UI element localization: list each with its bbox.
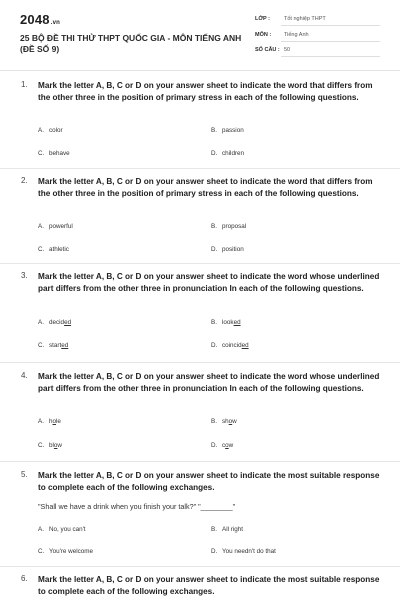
document-title: 25 BỘ ĐỀ THI THỬ THPT QUỐC GIA - MÔN TIẾNG ANH (ĐỀ SỐ 9) bbox=[20, 33, 242, 54]
question-text: Mark the letter A, B, C or D on your answer sheet to indicate the word that differs from the other three in the position of primary stress in each of the following questions. bbox=[38, 177, 373, 198]
option-letter: C. bbox=[38, 150, 45, 157]
question-divider bbox=[0, 168, 400, 169]
option-d[interactable] bbox=[211, 548, 276, 555]
option-letter: C. bbox=[38, 548, 45, 555]
exchange-prompt: "Shall we have a drink when you finish your talk?" "________" bbox=[38, 502, 236, 511]
count-value: 50 bbox=[284, 47, 291, 53]
option-text: behave bbox=[49, 150, 70, 157]
option-letter: C. bbox=[38, 246, 45, 253]
option-text: powerful bbox=[49, 223, 73, 230]
underlined-part: ed bbox=[241, 342, 249, 349]
option-text: No, you can't bbox=[49, 526, 86, 533]
option-letter: A. bbox=[38, 526, 44, 533]
option-text: position bbox=[222, 246, 244, 253]
meta-underline bbox=[281, 56, 380, 57]
option-text-pre: start bbox=[49, 342, 62, 349]
logo-main: 2048 bbox=[20, 12, 50, 27]
option-text-pre: sh bbox=[222, 418, 229, 425]
option-text: All right bbox=[222, 526, 243, 533]
question-number: 3. bbox=[21, 271, 28, 280]
option-a[interactable] bbox=[38, 418, 61, 425]
option-text-post: le bbox=[56, 418, 61, 425]
question-text: Mark the letter A, B, C or D on your answer sheet to indicate the most suitable response to complete each of the following exchanges. bbox=[38, 471, 380, 492]
option-text-post: w bbox=[232, 418, 237, 425]
meta-class bbox=[255, 14, 380, 26]
option-text-pre: c bbox=[222, 442, 226, 449]
option-a[interactable] bbox=[38, 319, 71, 326]
option-letter: D. bbox=[211, 548, 218, 555]
option-d[interactable] bbox=[211, 442, 233, 449]
option-d[interactable] bbox=[211, 246, 244, 253]
option-text: You needn't do that bbox=[222, 548, 276, 555]
question-number: 5. bbox=[21, 470, 28, 479]
option-text-pre: look bbox=[222, 319, 234, 326]
subject-value: Tiếng Anh bbox=[284, 32, 309, 38]
underlined-part: o bbox=[52, 418, 57, 425]
option-text-post: w bbox=[57, 442, 62, 449]
count-label: SỐ CÂU : bbox=[255, 47, 280, 53]
option-letter: B. bbox=[211, 418, 217, 425]
option-letter: B. bbox=[211, 223, 217, 230]
question-number: 1. bbox=[21, 80, 28, 89]
option-text-post: w bbox=[228, 442, 234, 449]
question-divider bbox=[0, 362, 400, 363]
underlined-part: o bbox=[225, 442, 229, 449]
question-number: 4. bbox=[21, 371, 28, 380]
option-b[interactable] bbox=[211, 223, 246, 230]
class-value: Tốt nghiệp THPT bbox=[284, 16, 326, 22]
question-number: 6. bbox=[21, 574, 28, 583]
question-number: 2. bbox=[21, 176, 28, 185]
question-divider bbox=[0, 263, 400, 264]
underlined-part: ed bbox=[64, 319, 72, 326]
option-b[interactable] bbox=[211, 526, 243, 533]
meta-underline bbox=[281, 41, 380, 42]
option-a[interactable] bbox=[38, 127, 63, 134]
option-text-pre: decid bbox=[49, 319, 65, 326]
option-text: children bbox=[222, 150, 245, 157]
option-d[interactable] bbox=[211, 342, 249, 349]
option-c[interactable] bbox=[38, 342, 68, 349]
option-b[interactable] bbox=[211, 319, 241, 326]
question-text: Mark the letter A, B, C or D on your answer sheet to indicate the word whose underlined part differs from the other three in pronunciation In each of the following questions. bbox=[38, 272, 380, 293]
option-text: athletic bbox=[49, 246, 69, 253]
option-letter: C. bbox=[38, 342, 45, 349]
option-a[interactable] bbox=[38, 526, 86, 533]
option-text-pre: coincid bbox=[222, 342, 242, 349]
option-letter: A. bbox=[38, 418, 44, 425]
option-d[interactable] bbox=[211, 150, 244, 157]
option-letter: D. bbox=[211, 342, 218, 349]
logo-suffix: .vn bbox=[50, 20, 61, 26]
option-text: passion bbox=[222, 127, 244, 134]
option-text-pre: h bbox=[49, 418, 53, 425]
question-divider bbox=[0, 566, 400, 567]
option-c[interactable] bbox=[38, 442, 62, 449]
option-letter: A. bbox=[38, 223, 44, 230]
option-b[interactable] bbox=[211, 127, 244, 134]
document-header bbox=[0, 0, 400, 71]
question-divider bbox=[0, 461, 400, 462]
option-letter: A. bbox=[38, 127, 44, 134]
option-b[interactable] bbox=[211, 418, 237, 425]
meta-question-count bbox=[255, 45, 380, 57]
option-c[interactable] bbox=[38, 548, 93, 555]
meta-underline bbox=[281, 25, 380, 26]
option-text-pre: bl bbox=[49, 442, 54, 449]
option-letter: D. bbox=[211, 150, 218, 157]
meta-subject bbox=[255, 30, 380, 42]
option-letter: B. bbox=[211, 526, 217, 533]
question-text: Mark the letter A, B, C or D on your answer sheet to indicate the most suitable response to complete each of the following exchanges. bbox=[38, 575, 380, 596]
option-c[interactable] bbox=[38, 150, 70, 157]
underlined-part: o bbox=[53, 442, 58, 449]
question-text: Mark the letter A, B, C or D on your answer sheet to indicate the word that differs from the other three in the position of primary stress in each of the following questions. bbox=[38, 81, 373, 102]
site-logo[interactable] bbox=[20, 12, 60, 27]
option-letter: D. bbox=[211, 246, 218, 253]
subject-label: MÔN : bbox=[255, 32, 272, 38]
option-letter: B. bbox=[211, 127, 217, 134]
class-label: LỚP : bbox=[255, 16, 270, 22]
underlined-part: ed bbox=[61, 342, 69, 349]
option-text: proposal bbox=[222, 223, 247, 230]
question-text: Mark the letter A, B, C or D on your answer sheet to indicate the word whose underlined part differs from the other three in pronunciation In each of the following questions. bbox=[38, 372, 380, 393]
option-text: color bbox=[49, 127, 63, 134]
option-text: You're welcome bbox=[49, 548, 94, 555]
option-a[interactable] bbox=[38, 223, 73, 230]
option-letter: C. bbox=[38, 442, 45, 449]
option-letter: A. bbox=[38, 319, 44, 326]
option-c[interactable] bbox=[38, 246, 69, 253]
underlined-part: o bbox=[228, 418, 233, 425]
underlined-part: ed bbox=[233, 319, 241, 326]
option-letter: B. bbox=[211, 319, 217, 326]
option-letter: D. bbox=[211, 442, 218, 449]
